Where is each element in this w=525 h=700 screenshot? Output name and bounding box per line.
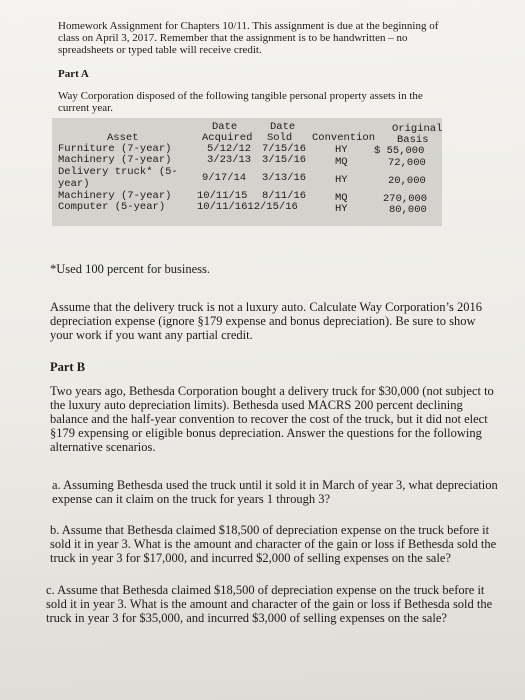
row-5-basis: 80,000 [389, 204, 427, 216]
header-line-2: class on April 3, 2017. Remember that the assignment is to be handwritten – no [58, 32, 408, 44]
row-2-convention: MQ [335, 156, 348, 168]
part-b-heading: Part B [50, 360, 86, 374]
question-b-line-2: sold it in year 3. What is the amount and character of the gain or loss if Bethesda sold the [50, 537, 497, 551]
row-3-sold: 3/13/16 [262, 172, 307, 184]
question-b-line-1: b. Assume that Bethesda claimed $18,500 of depreciation expense on the truck before it [50, 523, 490, 537]
row-3-acquired: 9/17/14 [202, 172, 247, 184]
header-date-acquired: Date [212, 121, 238, 133]
part-a-intro-1: Way Corporation disposed of the following tangible personal property assets in the [58, 90, 423, 102]
footnote: *Used 100 percent for business. [50, 262, 211, 276]
row-4-sold: 8/11/16 [262, 190, 307, 202]
row-5-asset: Computer (5-year) [58, 201, 166, 213]
question-c-line-1: c. Assume that Bethesda claimed $18,500 of depreciation expense on the truck before it [46, 583, 485, 597]
row-1-asset: Furniture (7-year) [58, 143, 172, 155]
part-b-intro-5: alternative scenarios. [50, 440, 156, 454]
question-c-line-2: sold it in year 3. What is the amount and character of the gain or loss if Bethesda sold the [46, 597, 493, 611]
row-4-convention: MQ [335, 192, 348, 204]
header-acquired: Acquired [202, 132, 253, 144]
row-3-asset-line-2: year) [58, 178, 90, 190]
header-basis: Basis [397, 134, 429, 146]
part-b-intro-1: Two years ago, Bethesda Corporation bought a delivery truck for $30,000 (not subject to [50, 384, 494, 398]
row-1-basis: $ 55,000 [374, 145, 425, 157]
part-b-intro-4: §179 expensing or eligible bonus depreciation. Answer the questions for the following [50, 426, 482, 440]
row-1-sold: 7/15/16 [262, 143, 307, 155]
row-2-asset: Machinery (7-year) [58, 154, 172, 166]
part-b-intro-3: balance and the half-year convention to recover the cost of the truck, but it did not elect [50, 412, 488, 426]
row-1-convention: HY [335, 144, 348, 156]
row-4-asset: Machinery (7-year) [58, 190, 172, 202]
part-a-question-2: depreciation expense (ignore §179 expense and bonus depreciation). Be sure to show [50, 314, 476, 328]
question-b-line-3: truck in year 3 for $17,000, and incurred $2,000 of selling expenses on the sale? [50, 551, 451, 565]
row-3-basis: 20,000 [388, 175, 426, 187]
question-a-line-1: a. Assuming Bethesda used the truck until it sold it in March of year 3, what depreciation [52, 478, 498, 492]
row-4-acquired: 10/11/15 [197, 190, 248, 202]
row-3-asset-line-1: Delivery truck* (5- [58, 166, 178, 178]
header-line-3: spreadsheets or typed table will receive credit. [58, 44, 262, 56]
header-date-sold: Date [270, 121, 296, 133]
header-original: Original [392, 123, 443, 135]
asset-table [52, 118, 442, 226]
row-2-acquired: 3/23/13 [207, 154, 252, 166]
question-a-line-2: expense can it claim on the truck for years 1 through 3? [52, 492, 331, 506]
row-4-basis: 270,000 [383, 193, 428, 205]
header-asset: Asset [107, 132, 139, 144]
row-5-dates: 10/11/1612/15/16 [197, 201, 298, 213]
part-a-question-3: your work if you want any partial credit. [50, 328, 253, 342]
header-convention: Convention [312, 132, 376, 144]
row-2-basis: 72,000 [388, 157, 426, 169]
row-3-convention: HY [335, 174, 348, 186]
part-a-intro-2: current year. [58, 102, 113, 114]
question-c-line-3: truck in year 3 for $35,000, and incurred $3,000 of selling expenses on the sale? [46, 611, 447, 625]
row-5-convention: HY [335, 203, 348, 215]
header-line-1: Homework Assignment for Chapters 10/11. This assignment is due at the beginning of [58, 20, 439, 32]
part-a-question-1: Assume that the delivery truck is not a luxury auto. Calculate Way Corporation’s 2016 [50, 300, 483, 314]
row-1-acquired: 5/12/12 [207, 143, 252, 155]
part-a-heading: Part A [58, 68, 89, 80]
part-b-intro-2: the luxury auto depreciation limits). Bethesda used MACRS 200 percent declining [50, 398, 463, 412]
row-2-sold: 3/15/16 [262, 154, 307, 166]
header-sold: Sold [267, 132, 293, 144]
